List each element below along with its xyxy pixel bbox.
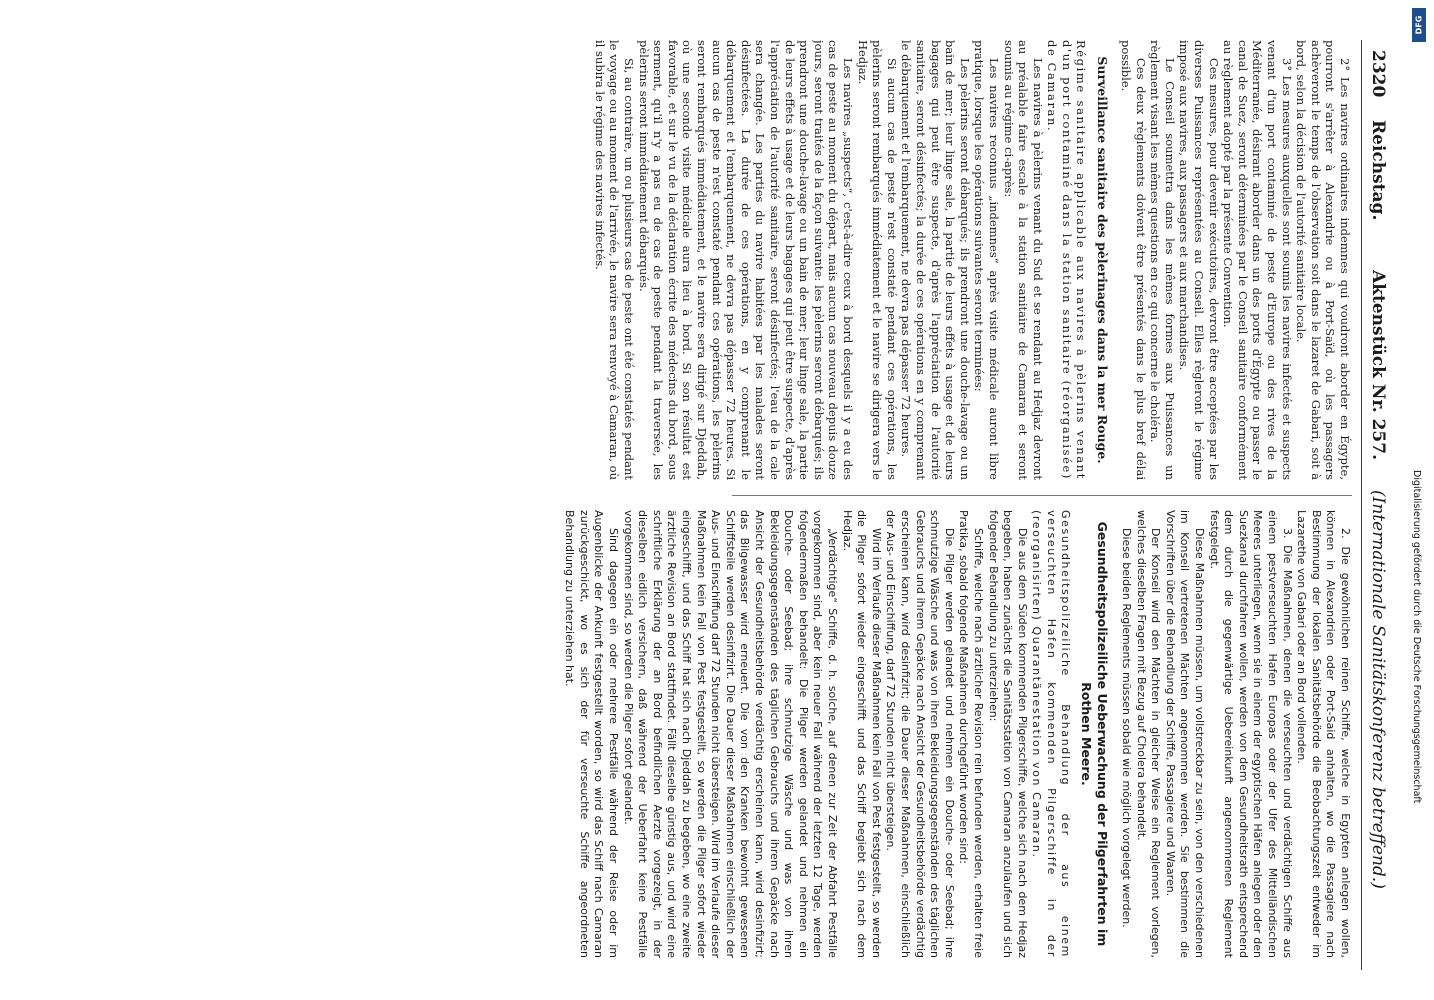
paragraph: Les pèlerins seront débarqués; ils prendront une douche-lavage ou un bain de mer; leur linge sale, la partie de leurs effets à usage et de leurs bagages qui peut être suspecte, d'après l'appréciation de l'autorité sanitaire, seront désinfectés; la durée de ces opérations en y comprenant le débarquement et l'embarquement, ne devra pas dépasser 72 heures.: [899, 40, 972, 480]
paragraph: „Verdächtige“ Schiffe, d. h. solche, auf denen zur Zeit der Abfahrt Pestfälle vorgekommen sind, aber kein neuer Fall während der letzten 12 Tage, werden folgendermaßen behandelt: Die Pilger werden gelandet und nehmen ein Douche- oder Seebad; ihre schmutzige Wäsche und was von ihren Bekleidungsgegenständen des täglichen Gebrauchs und ihrem Gepäcke nach Ansicht der Gesundheitsbehörde verdächtig erscheinen kann, wird desinfizirt; das Bilgewasser wird erneuert. Die von den Kranken bewohnt gewesenen Schiffsteile werden desinfizirt. Die Dauer dieser Maßnahmen einschließlich der Aus- und Einschiffung darf 72 Stunden nicht übersteigen. Wird im Verlaufe dieser Maßnahmen kein Fall von Pest festgestellt, so werden die Pilger sofort wieder eingeschifft, und das Schiff hat sich nach Djeddah zu begeben, wo eine zweite ärztliche Revision an Bord stattfindet. Fällt dieselbe günstig aus, und wird eine schriftliche Erklärung der an Bord befindlichen Aerzte vorgezeigt, in der dieselben eidlich versichern, daß während der Ueberfahrt keine Pestfälle vorgekommen sind, so werden die Pilger sofort gelandet.: [621, 510, 839, 958]
paragraph: Les navires reconnus „indemnes“ après visite médicale auront libre pratique, lorsque les opérations suivantes seront terminées:: [972, 40, 1001, 480]
paragraph: Diese beiden Reglements müssen sobald wie möglich vorgelegt werden.: [1120, 528, 1134, 928]
dfg-logo-text: DFG: [1414, 15, 1424, 35]
column-divider: [732, 495, 1352, 496]
paragraph: Si, au contraire, un ou plusieurs cas de peste ont été constatés pendant le voyage ou au moment de l'arrivée, le navire sera renvoyé à Camaran, où il subira le régime des navires infectés.: [592, 40, 637, 480]
digitization-note-text: Digitalisierung gefördert durch die Deutsche Forschungsgemeinschaft: [1411, 470, 1422, 804]
document-subject: (Internationale Sanitätskonferenz betreffend.): [1368, 490, 1388, 889]
paragraph: Diese Maßnahmen müssen, um vollstreckbar zu sein, von den verschiedenen im Konseil vertretenen Mächten angenommen werden. Sie bestimmen die Vorschriften über die Behandlung der Schiffe, Passagiere und Waaren.: [1163, 510, 1207, 958]
section-heading: Gesundheitspolizeiliche Ueberwachung der Pilgerfahrten im Rothen Meere.: [1079, 521, 1111, 947]
paragraph: Les navires à pèlerins venant du Sud et se rendant au Hedjaz devront au préalable faire escale à la station sanitaire de Camaran et seront soumis au régime ci-après:: [1001, 40, 1045, 480]
header-rule: [1361, 40, 1362, 970]
paragraph: Ces mesures, pour devenir exécutoires, devront être acceptées par les diverses Puissances représentées au Conseil. Elles règleront le régime imposé aux navires, aux passagers et aux marchandises.: [1177, 40, 1221, 480]
paragraph: Der Konseil wird den Mächten in gleicher Weise ein Reglement vorlegen, welches dieselben Fragen mit Bezug auf Cholera behandelt.: [1134, 510, 1163, 958]
german-column: [100, 510, 1352, 958]
french-column: [100, 40, 1352, 480]
paragraph: Les navires „suspects“, c'est-à-dire ceux à bord desquels il y a eu des cas de peste au moment du départ, mais aucun cas nouveau depuis douze jours, seront traités de la façon suivante: les pèlerins seront débarqués; ils prendront une douche-lavage ou un bain de mer; leur linge sale, la partie de leurs effets à usage et de leurs bagages qui peut être suspecte, d'après l'appréciation de l'autorité sanitaire, seront désinfectés; l'eau de la cale sera changée. Les parties du navire habitées par les malades seront désinfectées. La durée de ces opérations, en y comprenant le débarquement et l'embarquement, ne devra pas dépasser 72 heures. Si aucun cas de peste n'est constaté pendant ces opérations, les pèlerins seront rembarqués immédiatement, et le navire sera dirigé sur Djeddah, où une seconde visite médicale aura lieu à bord. Si son résultat est favorable, et sur le vu de la déclaration écrite des médecins du bord, sous serment, qu'il n'y a pas eu de cas de peste pendant la traversée, les pèlerins seront immédiatement débarqués.: [636, 40, 855, 480]
dfg-logo: [1412, 8, 1426, 42]
page-header: [1360, 40, 1394, 970]
paragraph: 3° Les mesures auxquelles sont soumis les navires infectés et suspects venant d'un port contaminé de peste d'Europe ou des rives de la Méditerranée, désirant aborder dans un des ports d'Égypte ou passer le canal de Suez, seront déterminées par le Conseil sanitaire conformément au règlement adopté par la présente Convention.: [1221, 40, 1294, 480]
paragraph: Die aus dem Süden kommenden Pilgerschiffe, welche sich nach dem Hedjaz begeben, haben zunächst die Sanitätsstation von Camaran anzulaufen und sich folgender Behandlung zu unterziehen:: [986, 510, 1029, 958]
section-heading: Surveillance sanitaire des pèlerinages dans la mer Rouge.: [1095, 56, 1111, 464]
paragraph: Régime sanitaire applicable aux navires à pèlerins venant d'un port contaminé dans la station sanitaire (réorganisée) de Camaran.: [1045, 40, 1089, 480]
paragraph: Schiffe, welche nach ärztlicher Revision rein befunden werden, erhalten freie Pratika, sobald folgende Maßnahmen durchgeführt worden sind:: [957, 510, 985, 958]
page-content: [100, 40, 1394, 970]
digitization-note: [1411, 470, 1434, 804]
paragraph: Gesundheitspolizeiliche Behandlung der aus einem verseuchten Hafen kommenden Pilgerschiffe in der (reorganisirten) Quarantänestation von Camaran.: [1030, 510, 1073, 958]
paragraph: Die Pilger werden gelandet und nehmen ein Douche- oder Seebad; ihre schmutzige Wäsche und was von ihren Bekleidungsgegenständen des täglichen Gebrauchs und ihrem Gepäcke nach Ansicht der Gesundheitsbehörde verdächtig erscheinen kann, wird desinfizirt; die Dauer dieser Maßnahmen, einschließlich der Aus- und Einschiffung, darf 72 Stunden nicht übersteigen.: [884, 510, 956, 958]
paragraph: Sind dagegen ein oder mehrere Pestfälle während der Reise oder im Augenblicke der Ankunft festgestellt worden, so wird das Schiff nach Camaran zurückgeschickt, wo es sich der für verseuchte Schiffe angeordneten Behandlung zu unterziehen hat.: [563, 510, 621, 958]
paragraph: Wird im Verlaufe dieser Maßnahmen kein Fall von Pest festgestellt, so werden die Pilger sofort wieder eingeschifft und das Schiff begiebt sich nach dem Hedjaz.: [840, 510, 883, 958]
paragraph: Si aucun cas de peste n'est constaté pendant ces opérations, les pèlerins seront rembarqués immédiatement et le navire se dirigera vers le Hedjaz.: [855, 40, 899, 480]
paragraph: 2. Die gewöhnlichen reinen Schiffe, welche in Egypten anlegen wollen, können in Alexandrien oder Port-Said anhalten, wo die Passagiere nach Bestimmung der lokalen Sanitätsbehörde die Beobachtungszeit entweder im Lazarethe von Gabari oder an Bord vollenden.: [1295, 510, 1352, 958]
paragraph: 3. Die Maßnahmen, denen die verseuchten und verdächtigen Schiffe aus einem pestverseuchten Hafen Europas oder der Ufer des Mittelländischen Meeres unterliegen, wenn sie in einem der egyptischen Häfen anlegen oder den Suezkanal durchfahren wollen, werden von dem Gesundheitsrath entsprechend dem durch die gegenwärtige Uebereinkunft angenommenen Reglement festgelegt.: [1207, 510, 1294, 958]
paragraph: Ces deux règlements doivent être présentés dans le plus bref délai possible.: [1119, 40, 1148, 480]
text-columns: [100, 40, 1352, 970]
paragraph: Le Conseil soumettra dans les mêmes formes aux Puissances un règlement visant les mêmes questions en ce qui concerne le choléra.: [1148, 40, 1177, 480]
paragraph: 2° Les navires ordinaires indemnes qui voudront aborder en Égypte, pourront s'arrêter à Alexandrie ou à Port-Saïd, où les passagers achèveront le temps de l'observation soit dans le lazaret de Gabari, soit à bord, selon la décision de l'autorité sanitaire locale.: [1294, 40, 1352, 480]
running-head: Reichstag.: [1368, 120, 1388, 221]
page-number: 2320: [1368, 50, 1388, 98]
document-number: Aktenstück Nr. 257.: [1368, 270, 1388, 461]
